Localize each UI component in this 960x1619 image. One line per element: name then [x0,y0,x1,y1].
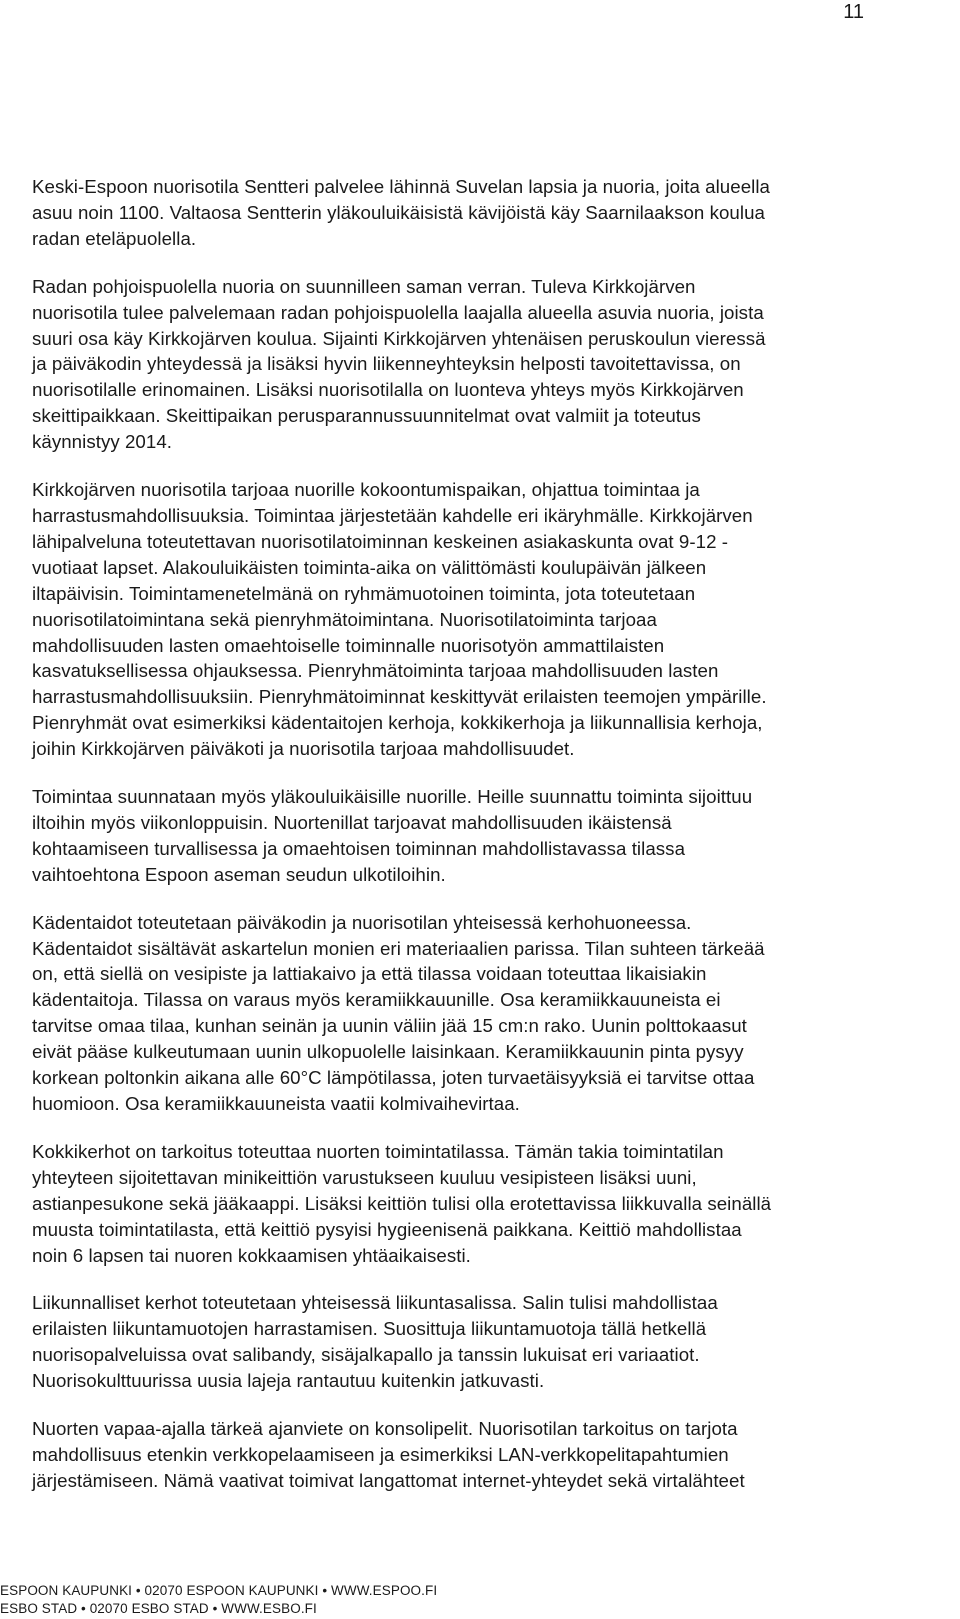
text-line: nuorisotilatoimintana sekä pienryhmätoimintana. Nuorisotilatoiminta tarjoaa [32,608,657,630]
text-line: Toimintaa suunnataan myös yläkouluikäisille nuorille. Heille suunnattu toiminta sijoittuu [32,786,753,808]
text-line: huomioon. Osa keramiikkauuneista vaatii kolmivaihevirtaa. [32,1093,520,1114]
text-line: nuorisotilalle erinomainen. Lisäksi nuorisotilalla on luonteva yhteys myös Kirkkojärven [32,379,744,401]
paragraph [32,174,930,252]
footer [0,1582,437,1618]
paragraph [32,784,930,888]
text-line: tarvitse omaa tilaa, kunhan seinän ja uunin väliin jää 15 cm:n rako. Uunin polttokaasut [32,1015,747,1037]
text-line: iltoihin myös viikonloppuisin. Nuortenillat tarjoavat mahdollisuuden ikäistensä [32,811,672,833]
text-line: joihin Kirkkojärven päiväkoti ja nuorisotila tarjoaa mahdollisuudet. [32,738,575,760]
document-body [32,174,930,1516]
text-line: Nuorten vapaa-ajalla tärkeä ajanviete on konsolipelit. Nuorisotilan tarkoitus on tarjota [32,1418,738,1440]
footer-line-swedish: ESBO STAD • 02070 ESBO STAD • WWW.ESBO.FI [0,1601,317,1616]
text-line: harrastusmahdollisuuksiin. Pienryhmätoiminnat keskittyvät erilaisten teemojen ympärille. [32,686,767,708]
text-line: mahdollisuuden lasten omaehtoiselle toiminnalle nuorisotyön ammattilaisten [32,634,665,656]
text-line: asuu noin 1100. Valtaosa Sentterin yläkouluikäisistä kävijöistä käy Saarnilaakson koulua [32,201,765,223]
text-line: nuorisotila tulee palvelemaan radan pohjoispuolella laajalla alueella asuvia nuoria, joista [32,301,764,323]
text-line: muusta toimintatilasta, että keittiö pysyisi hygieenisenä paikkana. Keittiö mahdollistaa [32,1218,742,1240]
text-line: Liikunnalliset kerhot toteutetaan yhteisessä liikuntasalissa. Salin tulisi mahdollistaa [32,1292,718,1314]
text-line: lähipalveluna toteutettavan nuorisotilatoiminnan keskeinen asiakaskunta ovat 9-12 - [32,530,729,552]
text-line: harrastusmahdollisuuksia. Toimintaa järjestetään kahdelle eri ikäryhmälle. Kirkkojärven [32,504,753,526]
text-line: radan eteläpuolella. [32,227,197,249]
text-line: Radan pohjoispuolella nuoria on suunnilleen saman verran. Tuleva Kirkkojärven [32,275,696,297]
text-line: ja päiväkodin yhteydessä ja lisäksi hyvin liikenneyhteyksin helposti tavoitettavissa, on [32,353,741,375]
text-line: Kokkikerhot on tarkoitus toteuttaa nuorten toimintatilassa. Tämän takia toimintatilan [32,1140,724,1162]
paragraph [32,1416,930,1494]
text-line: kasvatuksellisessa ohjauksessa. Pienryhmätoiminta tarjoaa mahdollisuuden lasten [32,660,719,682]
text-line: Kädentaidot sisältävät askartelun monien eri materiaalien parissa. Tilan suhteen tärkeää [32,937,765,959]
text-line: yhteyteen sijoitettavan minikeittiön varustukseen kuuluu vesipisteen lisäksi uuni, [32,1166,697,1188]
text-line: vuotiaat lapset. Alakouluikäisten toiminta-aika on välittömästi koulupäivän jälkeen [32,556,707,578]
text-line: suuri osa käy Kirkkojärven koulua. Sijainti Kirkkojärven yhtenäisen peruskoulun vieressä [32,327,766,349]
text-line: kädentaitoja. Tilassa on varaus myös keramiikkauunille. Osa keramiikkauuneista ei [32,989,721,1011]
paragraph [32,1290,930,1394]
text-line: Nuorisokulttuurissa uusia lajeja rantautuu kuitenkin jatkuvasti. [32,1370,545,1392]
text-line: skeittipaikkaan. Skeittipaikan perusparannussuunnitelmat ovat valmiit ja toteutus [32,405,701,427]
text-line: mahdollisuus etenkin verkkopelaamiseen ja esimerkiksi LAN-verkkopelitapahtumien [32,1443,729,1465]
text-line: iltapäivisin. Toimintamenetelmänä on ryhmämuotoinen toiminta, jota toteutetaan [32,582,696,604]
text-line: Pienryhmät ovat esimerkiksi kädentaitojen kerhoja, kokkikerhoja ja liikunnallisia kerhoja, [32,712,763,734]
text-line: Kirkkojärven nuorisotila tarjoaa nuorille kokoontumispaikan, ohjattua toimintaa ja [32,479,700,501]
paragraph [32,910,930,1117]
text-line: nuorisopalveluissa ovat salibandy, sisäjalkapallo ja tanssin lukuisat eri variaatiot. [32,1344,700,1366]
text-line: vaihtoehtona Espoon aseman seudun ulkotiloihin. [32,863,446,885]
text-line: noin 6 lapsen tai nuoren kokkaamisen yhtäaikaisesti. [32,1244,471,1266]
text-line: Kädentaidot toteutetaan päiväkodin ja nuorisotilan yhteisessä kerhohuoneessa. [32,911,692,933]
text-line: astianpesukone sekä jääkaappi. Lisäksi keittiön tulisi olla erotettavissa liikkuvalla seinällä [32,1192,772,1214]
paragraph [32,1139,930,1269]
text-line: käynnistyy 2014. [32,431,172,453]
page-number: 11 [843,1,864,23]
text-line: Keski-Espoon nuorisotila Sentteri palvelee lähinnä Suvelan lapsia ja nuoria, joita alueella [32,176,770,197]
paragraph [32,477,930,762]
footer-line-finnish: ESPOON KAUPUNKI • 02070 ESPOON KAUPUNKI • WWW.ESPOO.FI [0,1583,438,1598]
text-line: järjestämiseen. Nämä vaativat toimivat langattomat internet-yhteydet sekä virtalähteet [32,1469,745,1491]
text-line: korkean poltonkin aikana alle 60°C lämpötilassa, joten turvaetäisyyksiä ei tarvitse ottaa [32,1067,755,1089]
paragraph [32,274,930,455]
text-line: eivät pääse kulkeutumaan uunin ulkopuolelle laisinkaan. Keramiikkauunin pinta pysyy [32,1041,744,1063]
text-line: erilaisten liikuntamuotojen harrastamisen. Suosittuja liikuntamuotoja tällä hetkellä [32,1318,707,1340]
text-line: kohtaamiseen turvallisessa ja omaehtoisen toiminnan mahdollistavassa tilassa [32,837,686,859]
text-line: on, että siellä on vesipiste ja lattiakaivo ja että tilassa voidaan toteuttaa likaisiakin [32,963,707,985]
